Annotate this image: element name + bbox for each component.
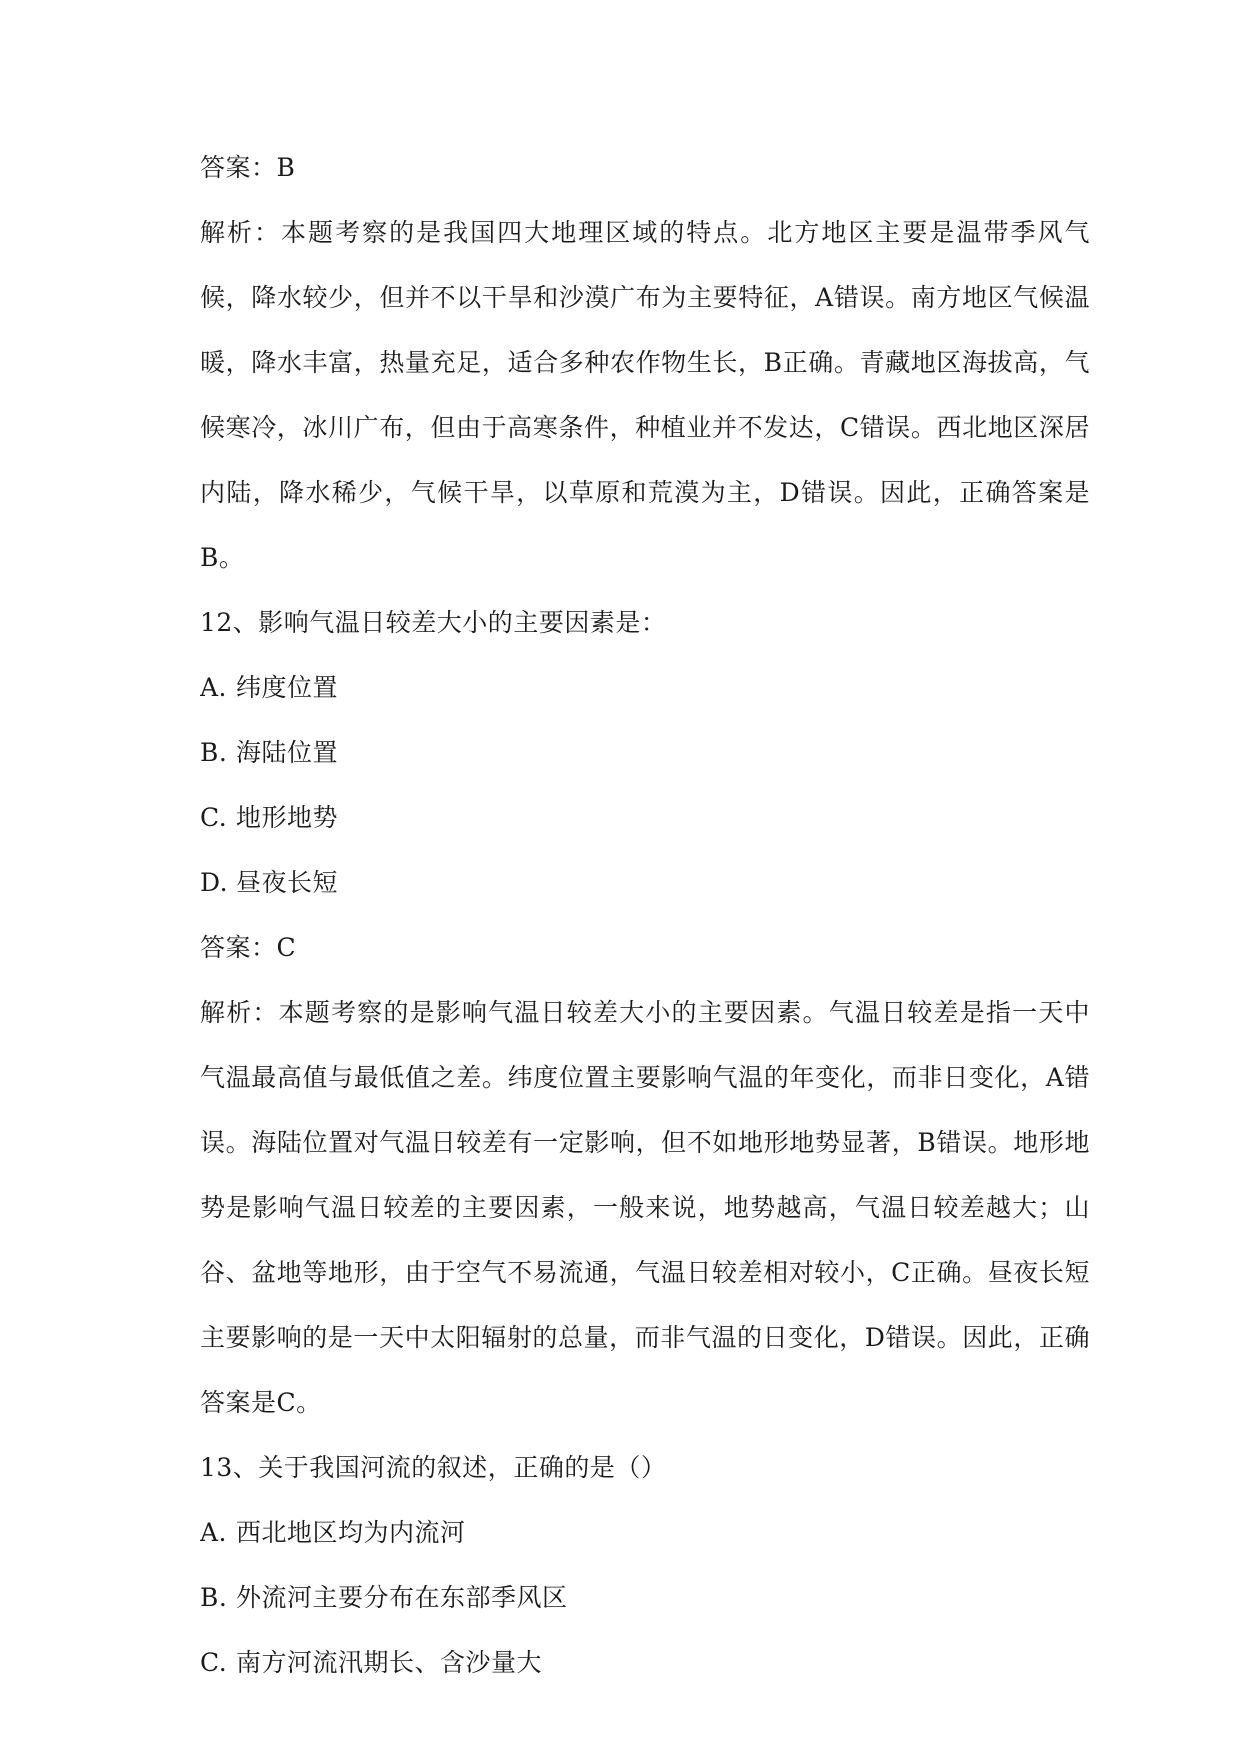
option-label: A.: [200, 673, 228, 702]
option-text: 海陆位置: [236, 738, 339, 767]
option-label: C.: [200, 1648, 228, 1677]
option-label: B.: [200, 738, 228, 767]
document-page: [200, 135, 1090, 1695]
option-a: [200, 655, 1090, 720]
analysis-paragraph: 解析：本题考察的是我国四大地理区域的特点。北方地区主要是温带季风气候，降水较少，但并不以干旱和沙漠广布为主要特征，A错误。南方地区气候温暖，降水丰富，热量充足，适合多种农作物生长，B正确。青藏地区海拔高，气候寒冷，冰川广布，但由于高寒条件，种植业并不发达，C错误。西北地区深居内陆，降水稀少，气候干旱，以草原和荒漠为主，D错误。因此，正确答案是B。: [200, 218, 1090, 572]
analysis-paragraph: 解析：本题考察的是影响气温日较差大小的主要因素。气温日较差是指一天中气温最高值与最低值之差。纬度位置主要影响气温的年变化，而非日变化，A错误。海陆位置对气温日较差有一定影响，但不如地形地势显著，B错误。地形地势是影响气温日较差的主要因素，一般来说，地势越高，气温日较差越大；山谷、盆地等地形，由于空气不易流通，气温日较差相对较小，C正确。昼夜长短主要影响的是一天中太阳辐射的总量，而非气温的日变化，D错误。因此，正确答案是C。: [200, 998, 1090, 1417]
option-text: 昼夜长短: [236, 868, 339, 897]
option-text: 地形地势: [236, 803, 339, 832]
option-text: 外流河主要分布在东部季风区: [236, 1583, 568, 1612]
option-label: C.: [200, 803, 228, 832]
option-label: B.: [200, 1583, 228, 1612]
option-c: [200, 1630, 1090, 1695]
question-13: 13、关于我国河流的叙述，正确的是（）: [200, 1453, 667, 1482]
option-text: 南方河流汛期长、含沙量大: [236, 1648, 543, 1677]
answer-line: 答案：B: [200, 153, 296, 182]
option-a: [200, 1500, 1090, 1565]
option-label: A.: [200, 1518, 228, 1547]
option-d: [200, 850, 1090, 915]
question-12: 12、影响气温日较差大小的主要因素是：: [200, 608, 667, 637]
option-b: [200, 720, 1090, 785]
option-c: [200, 785, 1090, 850]
option-b: [200, 1565, 1090, 1630]
option-text: 西北地区均为内流河: [236, 1518, 466, 1547]
option-label: D.: [200, 868, 229, 897]
option-text: 纬度位置: [236, 673, 339, 702]
answer-line: 答案：C: [200, 933, 297, 962]
